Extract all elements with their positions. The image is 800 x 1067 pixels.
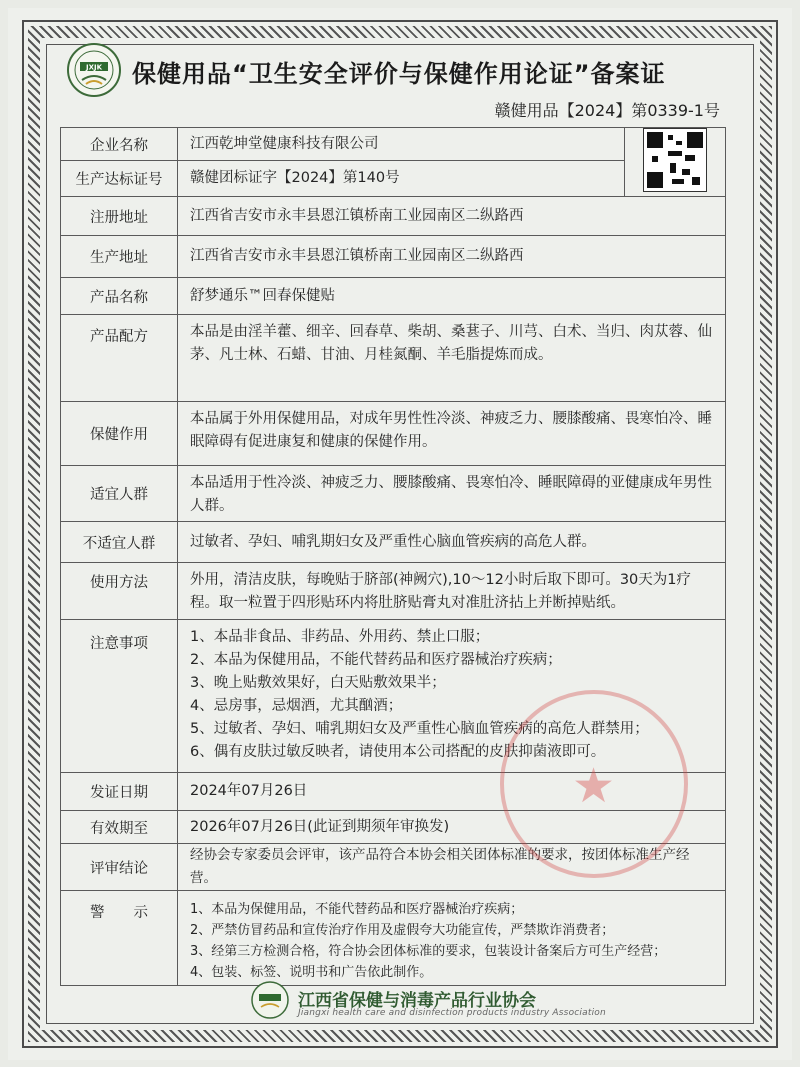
- row-label: 注意事项: [61, 620, 178, 773]
- qr-code-cell: [625, 128, 726, 197]
- table-row: [61, 466, 726, 522]
- footer-org-name: 江西省保健与消毒产品行业协会: [298, 991, 536, 1011]
- row-value: 本品属于外用保健用品，对成年男性性冷淡、神疲乏力、腰膝酸痛、畏寒怕冷、睡眠障碍有促进康复和健康的保健作用。: [178, 402, 726, 466]
- row-label: 有效期至: [61, 811, 178, 844]
- table-row: [61, 402, 726, 466]
- row-label: 适宜人群: [61, 466, 178, 522]
- seal-star-icon: ★: [572, 758, 616, 814]
- list-item: 3、经第三方检测合格，符合协会团体标准的要求，包装设计备案后方可生产经营；: [190, 944, 667, 959]
- list-item: 4、包装、标签、说明书和广告依此制作。: [190, 965, 433, 980]
- list-item: 1、本品为保健用品，不能代替药品和医疗器械治疗疾病；: [190, 902, 524, 917]
- row-value: 本品是由淫羊藿、细辛、回春草、柴胡、桑葚子、川芎、白术、当归、肉苁蓉、仙茅、凡士林、石蜡、甘油、月桂氮酮、羊毛脂提炼而成。: [178, 315, 726, 402]
- row-value: [178, 891, 726, 986]
- row-label: 警 示: [61, 891, 178, 986]
- list-item: 5、过敏者、孕妇、哺乳期妇女及严重性心脑血管疾病的高危人群禁用；: [190, 721, 649, 737]
- row-value: 江西省吉安市永丰县恩江镇桥南工业园南区二纵路西: [178, 236, 726, 278]
- table-row: [61, 128, 726, 161]
- row-label: 评审结论: [61, 844, 178, 891]
- row-value: 江西乾坤堂健康科技有限公司: [178, 128, 625, 161]
- row-value: 外用，清洁皮肤，每晚贴于脐部(神阙穴),10～12小时后取下即可。30天为1疗程。取一粒置于四形贴环内将肚脐贴膏丸对准肚济拈上并断掉贴纸。: [178, 563, 726, 620]
- list-item: 2、严禁仿冒药品和宣传治疗作用及虚假夸大功能宣传，严禁欺诈消费者；: [190, 923, 615, 938]
- qr-code-icon[interactable]: [643, 128, 707, 192]
- table-row: [61, 315, 726, 402]
- row-label: 生产地址: [61, 236, 178, 278]
- table-row: [61, 522, 726, 563]
- table-row: [61, 563, 726, 620]
- list-item: 3、晚上贴敷效果好，白天贴敷效果半；: [190, 675, 446, 691]
- row-value: 江西省吉安市永丰县恩江镇桥南工业园南区二纵路西: [178, 197, 726, 236]
- row-value: 舒梦通乐™回春保健贴: [178, 278, 726, 315]
- row-value: 过敏者、孕妇、哺乳期妇女及严重性心脑血管疾病的高危人群。: [178, 522, 726, 563]
- row-value: 2026年07月26日(此证到期须年审换发): [178, 811, 726, 844]
- row-label: 企业名称: [61, 128, 178, 161]
- list-item: 1、本品非食品、非药品、外用药、禁止口服；: [190, 629, 490, 645]
- row-label: 发证日期: [61, 773, 178, 811]
- association-logo-icon: [66, 42, 122, 98]
- footer-logo-icon: [250, 980, 290, 1020]
- page-title: 保健用品“卫生安全评价与保健作用论证”备案证: [132, 60, 666, 88]
- row-value: 经协会专家委员会评审，该产品符合本协会相关团体标准的要求，按团体标准生产经营。: [178, 844, 726, 891]
- row-label: 产品配方: [61, 315, 178, 402]
- row-label: 使用方法: [61, 563, 178, 620]
- svg-text:JXJK: JXJK: [85, 63, 103, 72]
- list-item: 2、本品为保健用品，不能代替药品和医疗器械治疗疾病；: [190, 652, 562, 668]
- row-value: 2024年07月26日: [178, 773, 726, 811]
- list-item: 4、忌房事，忌烟酒，尤其酗酒；: [190, 698, 403, 714]
- footer-org-name-en: Jiangxi health care and disinfection products industry Association: [298, 1008, 606, 1018]
- table-row: [61, 278, 726, 315]
- table-row: [61, 197, 726, 236]
- row-label: 注册地址: [61, 197, 178, 236]
- row-value: 本品适用于性冷淡、神疲乏力、腰膝酸痛、畏寒怕冷、睡眠障碍的亚健康成年男性人群。: [178, 466, 726, 522]
- list-item: 6、偶有皮肤过敏反映者，请使用本公司搭配的皮肤抑菌液即可。: [190, 744, 606, 760]
- row-label: 生产达标证号: [61, 161, 178, 197]
- row-label: 保健作用: [61, 402, 178, 466]
- table-row: [61, 236, 726, 278]
- certificate-number: 赣健用品【2024】第0339-1号: [494, 101, 720, 120]
- row-label: 产品名称: [61, 278, 178, 315]
- row-label: 不适宜人群: [61, 522, 178, 563]
- row-value: 赣健团标证字【2024】第140号: [178, 161, 625, 197]
- table-row: [61, 891, 726, 986]
